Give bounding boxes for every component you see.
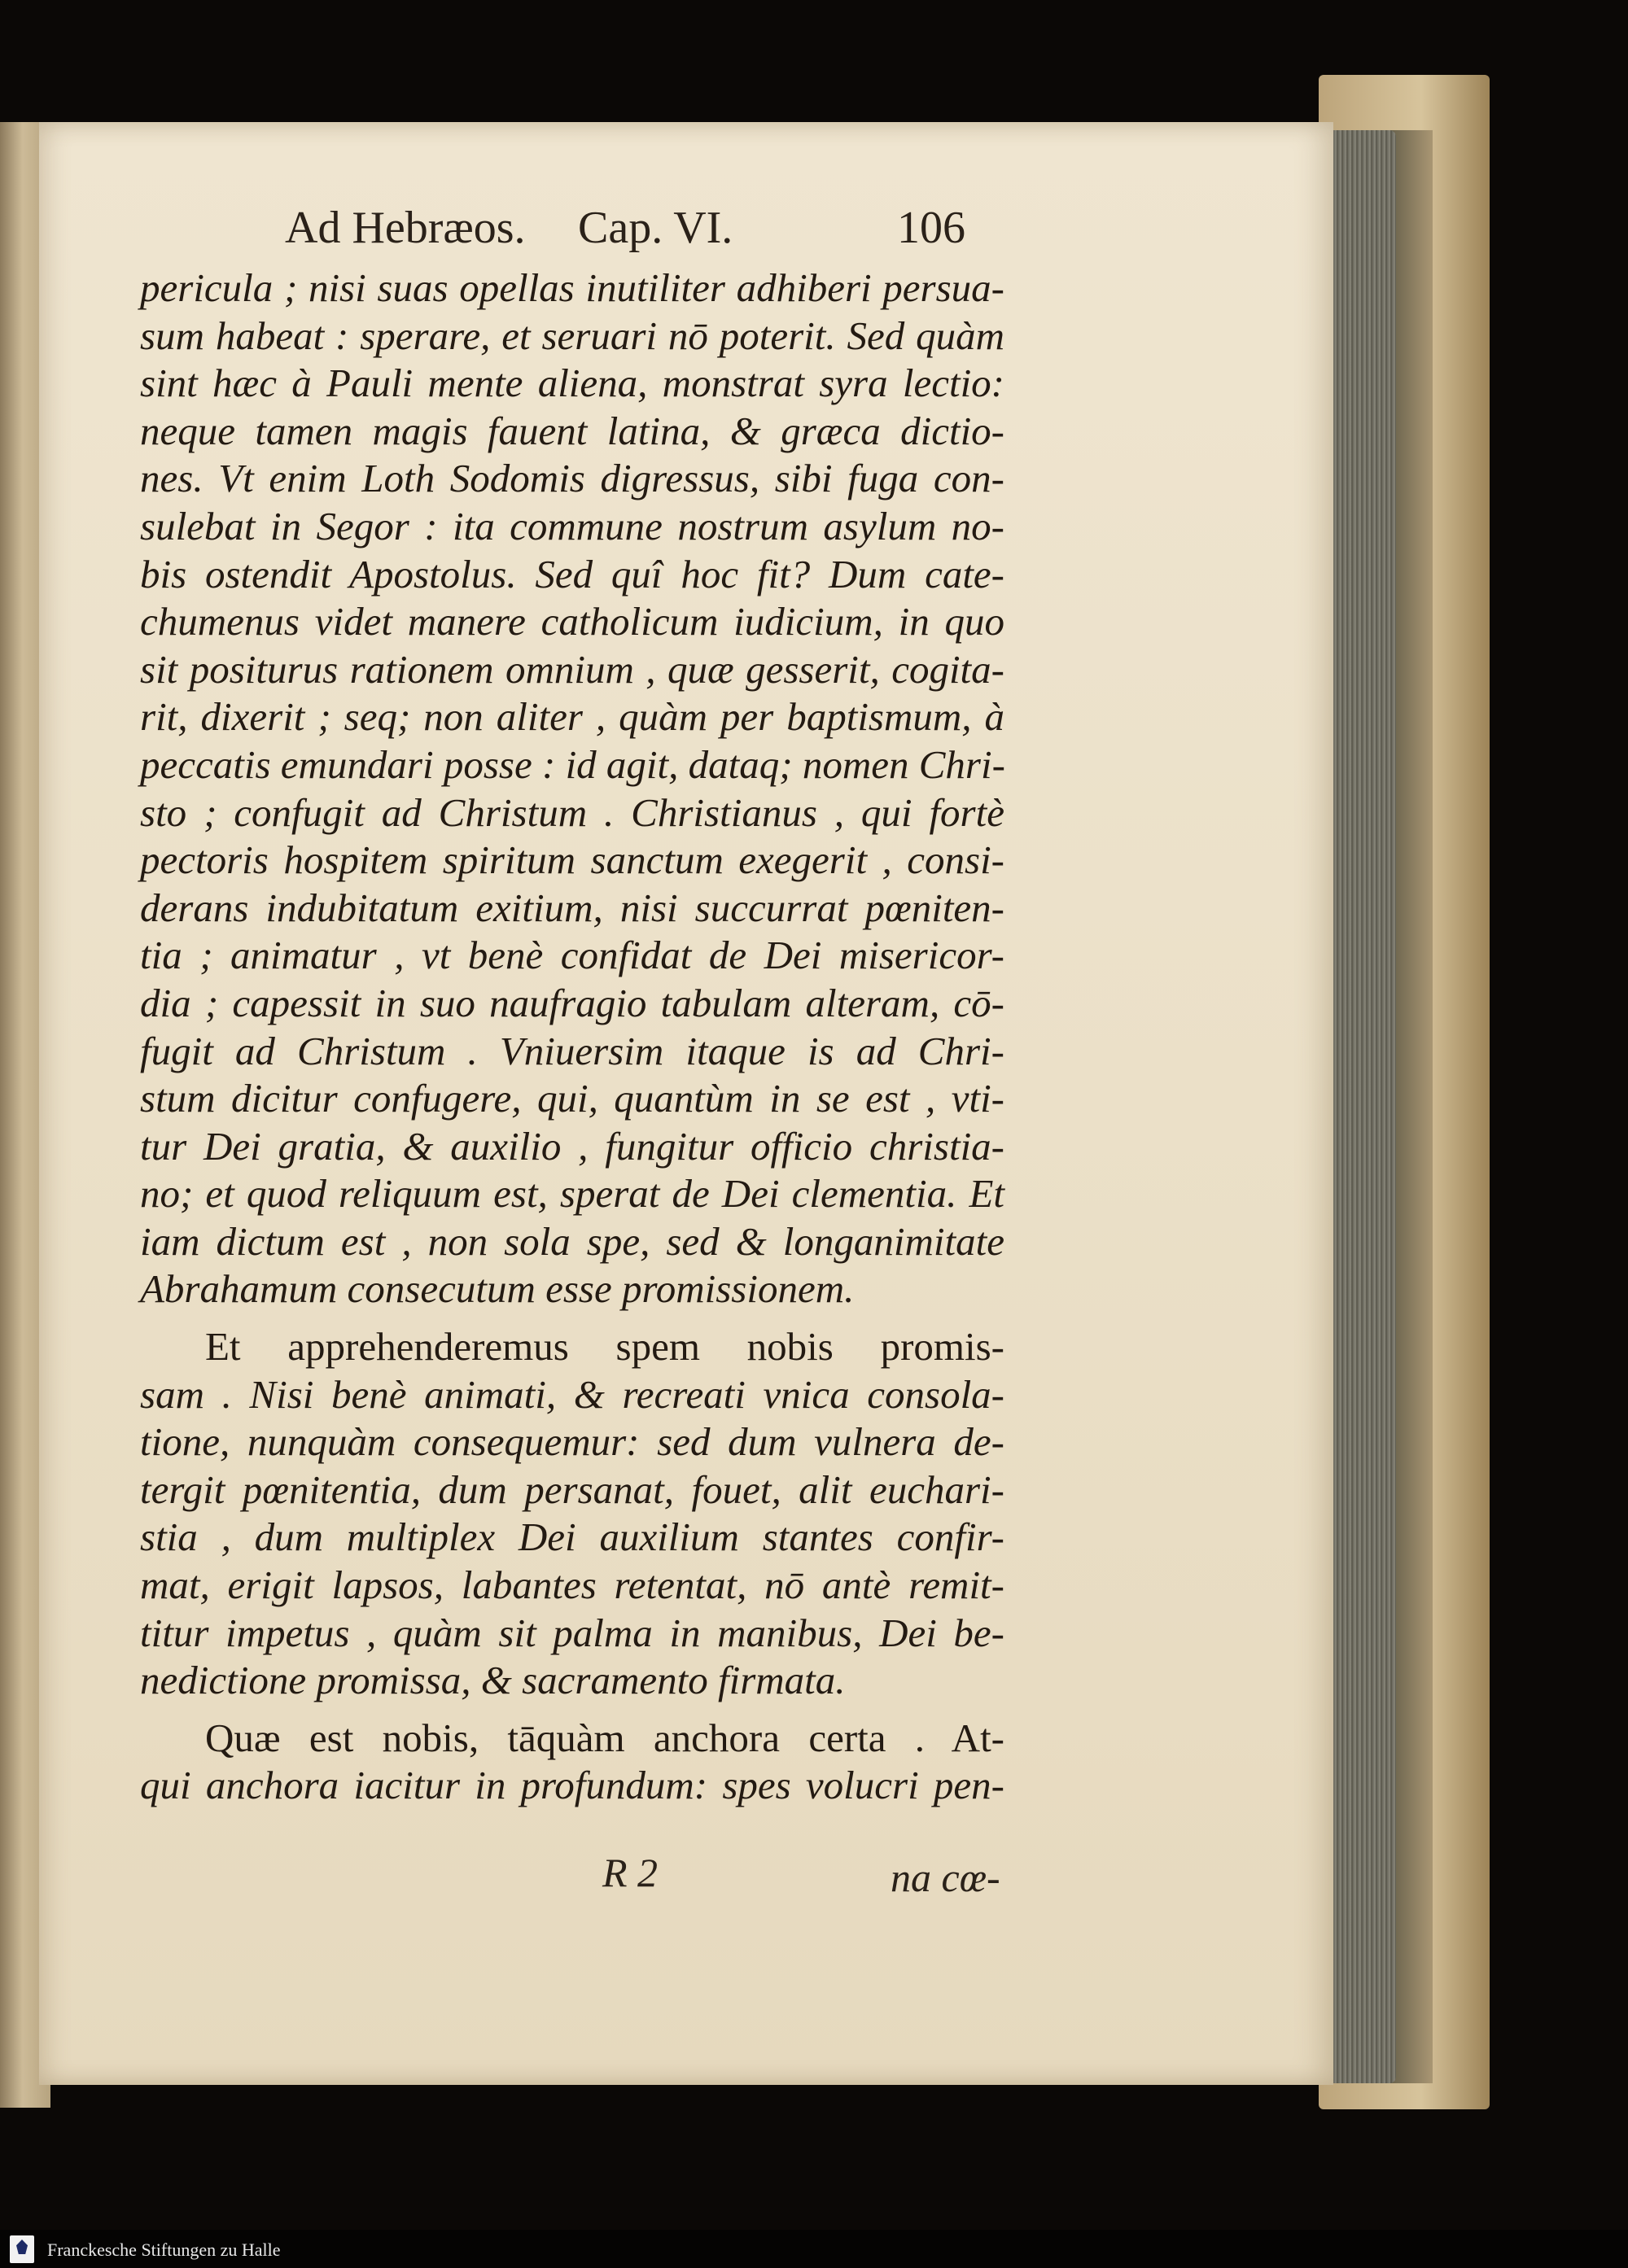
text-line: pericula ; nisi suas opellas inutiliter adhiberi persua- (140, 265, 1004, 310)
institution-logo-icon (10, 2235, 34, 2263)
text-line: tur Dei gratia, & auxilio , fungitur officio christia- (140, 1123, 1004, 1169)
text-line: fugit ad Christum . Vniuersim itaque is ad Chri- (140, 1028, 1004, 1073)
chapter-heading: Cap. VI. (578, 203, 733, 253)
text-line: nes. Vt enim Loth Sodomis digressus, sibi fuga con- (140, 456, 1004, 501)
running-title: Ad Hebræos. (285, 203, 526, 253)
text-line: derans indubitatum exitium, nisi succurrat pœniten- (140, 885, 1004, 930)
text-line: sto ; confugit ad Christum . Christianus , qui fortè (140, 789, 1004, 835)
text-line: tergit pœnitentia, dum persanat, fouet, alit euchari- (140, 1466, 1004, 1512)
text-line: nedictione promissa, & sacramento firmata. (140, 1658, 846, 1703)
text-line: sulebat in Segor : ita commune nostrum asylum no- (140, 503, 1004, 548)
text-line: sint hæc à Pauli mente aliena, monstrat syra lectio: (140, 361, 1004, 406)
text-line: tia ; animatur , vt benè confidat de Dei misericor- (140, 933, 1004, 978)
text-line: sit positurus rationem omnium , quæ gesserit, cogita- (140, 646, 1004, 692)
text-line: tione, nunquàm consequemur: sed dum vulnera de- (140, 1419, 1004, 1465)
text-line: sum habeat : sperare, et seruari nō poterit. Sed quàm (140, 312, 1004, 358)
text-line: peccatis emundari posse : id agit, dataq; nomen Chri- (140, 741, 1005, 787)
text-line: chumenus videt manere catholicum iudicium, in quo (140, 599, 1004, 645)
text-line: neque tamen magis fauent latina, & græca dictio- (140, 408, 1004, 453)
lemma-line: Et apprehenderemus spem nobis promis- (205, 1324, 1004, 1370)
text-line: stia , dum multiplex Dei auxilium stantes confir- (140, 1514, 1004, 1560)
page-header (285, 194, 985, 267)
text-line: Abrahamum consecutum esse promissionem. (140, 1266, 855, 1312)
catchword: na cœ- (891, 1855, 1000, 1900)
text-line: sam . Nisi benè animati, & recreati vnica consola- (140, 1371, 1004, 1417)
text-line: pectoris hospitem spiritum sanctum exegerit , consi- (140, 837, 1004, 883)
text-line: no; et quod reliquum est, sperat de Dei clementia. Et (140, 1171, 1004, 1217)
text-line: dia ; capessit in suo naufragio tabulam alteram, cō- (140, 980, 1004, 1025)
credit-text: Franckesche Stiftungen zu Halle (47, 2240, 281, 2260)
text-line: titur impetus , quàm sit palma in manibus, Dei be- (140, 1610, 1004, 1655)
page-footer (602, 1849, 1009, 1906)
credit-bar (0, 2230, 1628, 2268)
page-number: 106 (897, 203, 965, 253)
text-line: stum dicitur confugere, qui, quantùm in se est , vti- (140, 1076, 1004, 1121)
text-line: bis ostendit Apostolus. Sed quî hoc fit? Dum cate- (140, 551, 1004, 596)
text-line: qui anchora iacitur in profundum: spes volucri pen- (140, 1763, 1004, 1808)
lemma-line: Quæ est nobis, tāquàm anchora certa . At- (205, 1715, 1004, 1760)
text-line: iam dictum est , non sola spe, sed & longanimitate (140, 1218, 1004, 1264)
signature-mark: R 2 (602, 1850, 659, 1895)
text-line: mat, erigit lapsos, labantes retentat, nō antè remit- (140, 1562, 1004, 1608)
text-block (140, 264, 1004, 1810)
text-line: rit, dixerit ; seq; non aliter , quàm per baptismum, à (140, 694, 1004, 740)
